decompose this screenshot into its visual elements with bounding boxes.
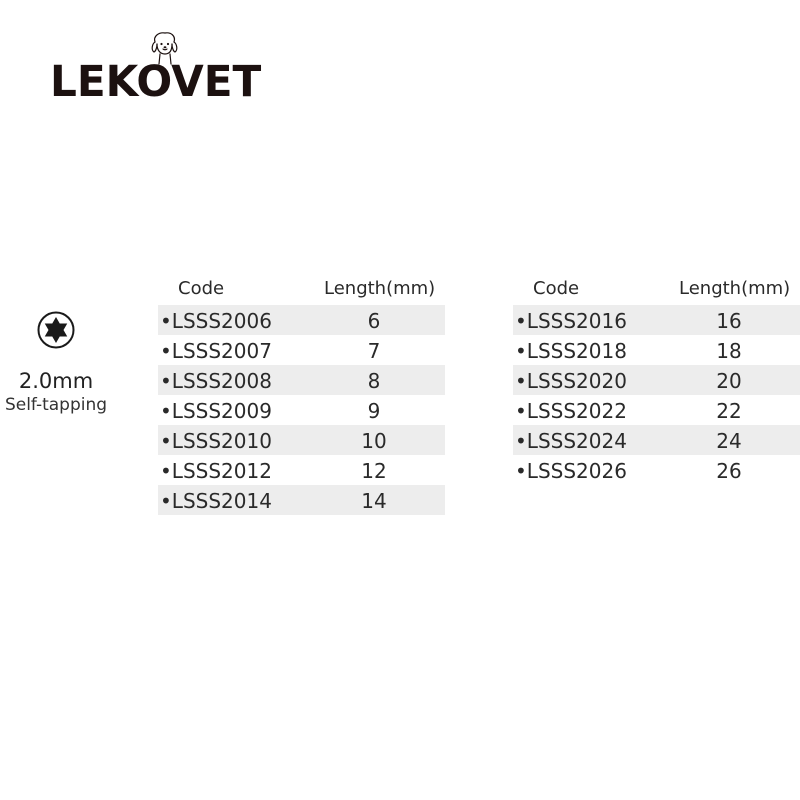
row-code: •LSSS2008 [160,369,272,393]
row-length: 26 [716,459,742,483]
table-row [158,455,445,485]
length-table-1 [158,275,445,515]
row-length: 9 [367,399,381,423]
row-code: •LSSS2026 [515,459,627,483]
row-code: •LSSS2020 [515,369,627,393]
table-header [513,275,800,305]
table-row [513,455,800,485]
table-row [158,305,445,335]
table-row [158,395,445,425]
brand-logo [50,30,290,105]
table-header [158,275,445,305]
screw-spec [0,310,112,416]
row-code: •LSSS2022 [515,399,627,423]
header-code: Code [178,278,225,299]
header-length: Length(mm) [679,278,791,299]
row-length: 6 [367,309,381,333]
row-length: 10 [361,429,387,453]
row-code: •LSSS2006 [160,309,272,333]
row-code: •LSSS2024 [515,429,627,453]
row-length: 12 [361,459,387,483]
table-row [158,365,445,395]
row-code: •LSSS2010 [160,429,272,453]
row-length: 16 [716,309,742,333]
table-row [158,425,445,455]
row-length: 24 [716,429,742,453]
table-row [158,335,445,365]
torx-icon [36,310,76,350]
brand-name: LEKOVET [50,57,262,107]
row-length: 22 [716,399,742,423]
row-length: 18 [716,339,742,363]
header-length: Length(mm) [324,278,436,299]
row-code: •LSSS2009 [160,399,272,423]
table-row [513,425,800,455]
row-length: 7 [367,339,381,363]
table-row [513,395,800,425]
screw-type: Self-tapping [4,395,108,415]
table-row [513,335,800,365]
table-row [513,305,800,335]
row-code: •LSSS2014 [160,489,272,513]
table-row [158,485,445,515]
row-code: •LSSS2018 [515,339,627,363]
row-length: 20 [716,369,742,393]
table-row [513,365,800,395]
row-length: 8 [367,369,381,393]
screw-size: 2.0mm [18,369,94,393]
row-code: •LSSS2016 [515,309,627,333]
row-code: •LSSS2007 [160,339,272,363]
row-code: •LSSS2012 [160,459,272,483]
row-length: 14 [361,489,387,513]
length-table-2 [513,275,800,485]
header-code: Code [533,278,580,299]
